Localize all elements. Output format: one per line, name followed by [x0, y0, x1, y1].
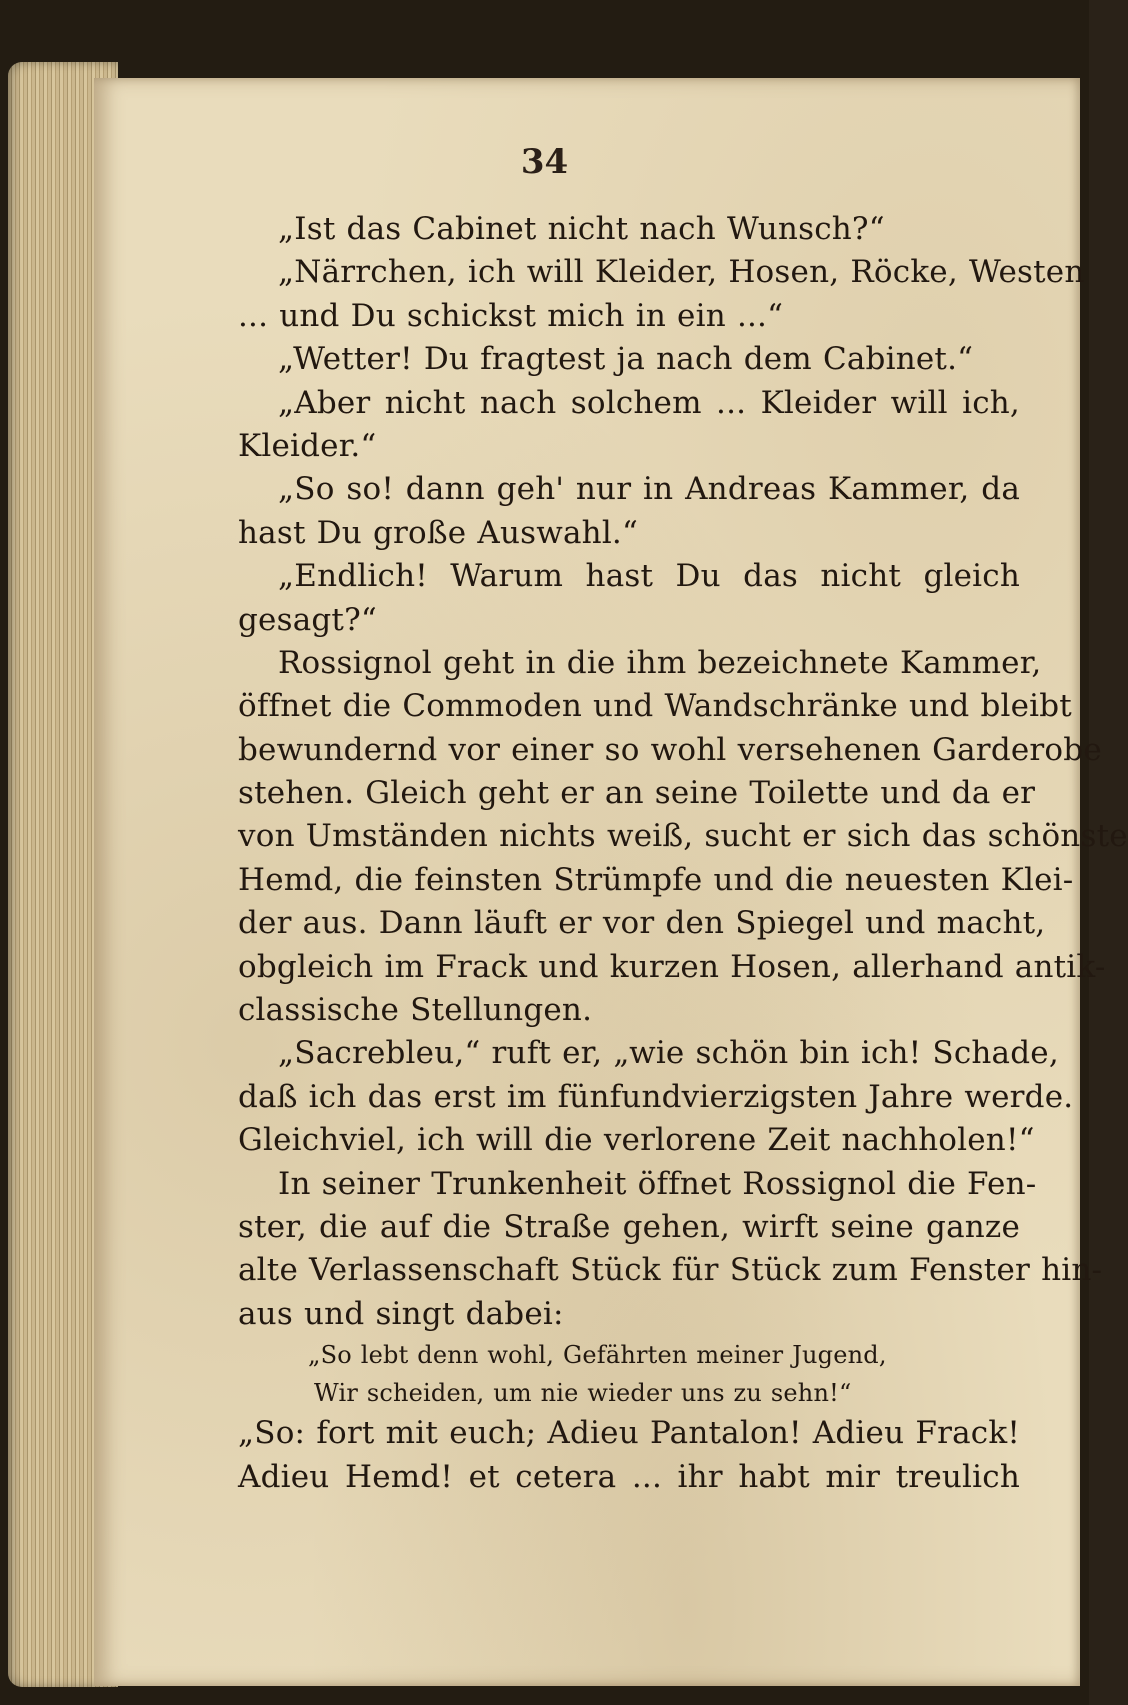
- text-line: Adieu Hemd! et cetera ... ihr habt mir treulich: [238, 1458, 1020, 1495]
- text-line: obgleich im Frack und kurzen Hosen, allerhand antik-: [238, 948, 1106, 985]
- text-line: Kleider.“: [238, 427, 377, 464]
- text-line: ... und Du schickst mich in ein ...“: [238, 297, 784, 334]
- verse-line: Wir scheiden, um nie wieder uns zu sehn!“: [314, 1379, 852, 1408]
- text-line: Gleichviel, ich will die verlorene Zeit nachholen!“: [238, 1122, 1035, 1159]
- text-line: „Ist das Cabinet nicht nach Wunsch?“: [278, 211, 885, 247]
- text-line: gesagt?“: [238, 601, 377, 638]
- text-line: aus und singt dabei:: [238, 1295, 564, 1332]
- page-number: 34: [520, 142, 569, 182]
- body-text: [238, 208, 1128, 1499]
- text-line: classische Stellungen.: [238, 992, 593, 1029]
- text-line: „So: fort mit euch; Adieu Pantalon! Adieu Frack!: [238, 1415, 1020, 1452]
- text-line: „Aber nicht nach solchem ... Kleider will ich,: [278, 384, 1020, 421]
- text-line: In seiner Trunkenheit öffnet Rossignol die Fen-: [278, 1165, 1037, 1202]
- text-line: stehen. Gleich geht er an seine Toilette und da er: [238, 775, 1036, 812]
- text-line: daß ich das erst im fünfundvierzigsten Jahre werde.: [238, 1078, 1074, 1115]
- text-line: „Wetter! Du fragtest ja nach dem Cabinet.“: [278, 341, 974, 378]
- text-line: bewundernd vor einer so wohl versehenen Garderobe: [238, 731, 1102, 768]
- text-line: alte Verlassenschaft Stück für Stück zum Fenster hin-: [238, 1252, 1103, 1289]
- text-line: „Närrchen, ich will Kleider, Hosen, Röcke, Westen: [278, 254, 1085, 291]
- text-line: der aus. Dann läuft er vor den Spiegel und macht,: [238, 905, 1046, 942]
- text-line: öffnet die Commoden und Wandschränke und bleibt: [238, 688, 1072, 725]
- verse-line: „So lebt denn wohl, Gefährten meiner Jugend,: [308, 1341, 887, 1370]
- text-line: „Sacrebleu,“ ruft er, „wie schön bin ich! Schade,: [278, 1035, 1059, 1072]
- text-line: hast Du große Auswahl.“: [238, 514, 639, 551]
- text-line: Rossignol geht in die ihm bezeichnete Kammer,: [278, 644, 1042, 681]
- text-line: von Umständen nichts weiß, sucht er sich das schönste: [238, 818, 1128, 855]
- text-line: „Endlich! Warum hast Du das nicht gleich: [278, 558, 1020, 595]
- text-line: ster, die auf die Straße gehen, wirft seine ganze: [238, 1208, 1020, 1245]
- text-line: Hemd, die feinsten Strümpfe und die neuesten Klei-: [238, 861, 1074, 898]
- text-line: „So so! dann geh' nur in Andreas Kammer, da: [278, 471, 1020, 508]
